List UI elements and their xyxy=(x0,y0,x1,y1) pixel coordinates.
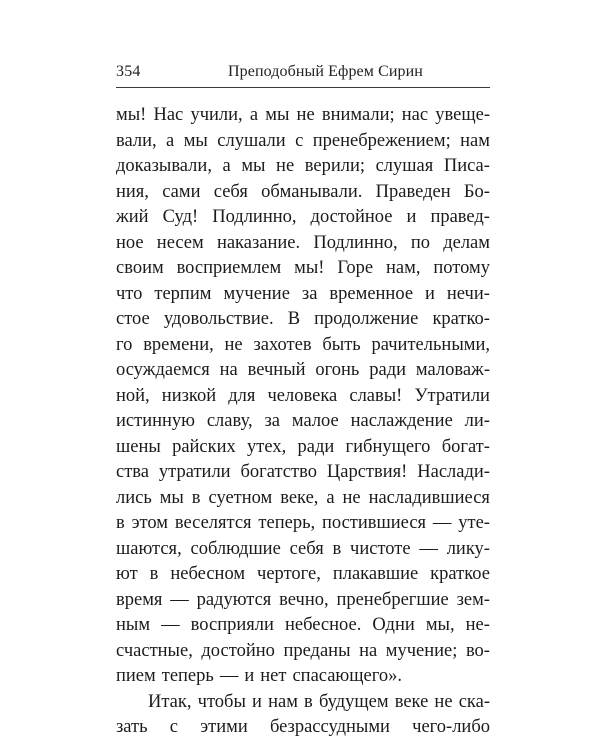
text-word: славы! xyxy=(349,385,403,406)
text-word: богат- xyxy=(441,436,490,457)
text-word: огонь xyxy=(315,360,360,380)
text-line xyxy=(116,358,490,384)
text-word: ради xyxy=(369,360,407,380)
text-word: Писа- xyxy=(443,156,490,176)
text-word: Одни xyxy=(372,615,415,635)
text-word: мы, xyxy=(425,615,455,635)
text-word: радуются xyxy=(196,589,272,610)
text-word: малое xyxy=(291,411,339,431)
text-word: во- xyxy=(465,640,490,661)
text-word: Наслади- xyxy=(417,462,490,482)
text-word: восприемлем xyxy=(176,258,282,278)
text-word: в xyxy=(116,513,125,533)
text-line xyxy=(116,588,490,614)
text-line xyxy=(116,333,490,359)
text-word: в xyxy=(304,691,313,712)
text-line xyxy=(116,129,490,155)
text-word: утех, xyxy=(247,436,287,457)
text-word: мучение xyxy=(223,283,290,304)
text-word: с xyxy=(169,717,178,737)
text-word: по xyxy=(410,232,430,253)
text-word: с xyxy=(295,130,304,151)
text-word: уте- xyxy=(458,513,490,533)
text-line xyxy=(116,639,490,665)
text-word: ли- xyxy=(464,411,490,431)
text-word: нечи- xyxy=(446,283,490,304)
text-line xyxy=(116,180,490,206)
text-word: зем- xyxy=(456,589,490,610)
text-word: шаются, xyxy=(116,538,182,559)
text-word: утратили xyxy=(158,462,231,482)
page-header xyxy=(116,57,490,87)
text-word: веке, xyxy=(280,487,319,508)
text-word: и xyxy=(425,283,435,304)
text-word: пием xyxy=(116,666,156,686)
text-word: лику- xyxy=(446,538,490,559)
text-word: а xyxy=(166,130,175,151)
page-number: 354 xyxy=(116,63,141,80)
text-word: увеще- xyxy=(435,105,490,125)
text-word: небесном xyxy=(170,564,246,584)
text-word: мы! xyxy=(116,105,147,125)
text-word: удовольствие. xyxy=(163,309,274,329)
text-line xyxy=(116,435,490,461)
text-word: В xyxy=(287,309,301,329)
text-word: продолжение xyxy=(314,309,419,329)
text-word: этом xyxy=(131,513,168,533)
text-word: Итак, xyxy=(148,691,192,712)
text-word: стое xyxy=(116,309,150,329)
header-rule xyxy=(116,87,490,88)
text-line xyxy=(116,103,490,129)
text-word: чертоге, xyxy=(257,564,321,584)
text-word: зать xyxy=(116,717,148,737)
text-word: мы xyxy=(159,487,184,508)
text-line xyxy=(116,613,490,639)
text-word: ния, xyxy=(116,181,149,202)
text-word: вечный xyxy=(247,360,306,380)
text-word: ради xyxy=(297,436,335,457)
text-word: постившиеся xyxy=(321,513,427,533)
text-word: Бо- xyxy=(463,181,490,202)
text-word: за xyxy=(301,283,318,304)
text-word: быть xyxy=(322,334,361,355)
text-word: Праведен xyxy=(375,181,451,202)
text-word: — xyxy=(170,589,189,610)
text-word: Утратили xyxy=(414,385,490,406)
text-word: преданы xyxy=(283,640,351,661)
text-word: несем xyxy=(156,232,204,253)
text-word: мы! xyxy=(294,258,325,278)
text-word: чего-либо xyxy=(412,717,490,737)
text-word: Нас xyxy=(153,105,184,125)
text-word: шены xyxy=(116,436,161,457)
text-word: ное xyxy=(116,232,144,253)
text-line xyxy=(116,205,490,231)
text-word: Горе xyxy=(337,258,374,278)
text-word: счастные, xyxy=(116,640,193,661)
text-word: временное xyxy=(329,283,414,304)
text-word: — xyxy=(161,615,180,635)
text-word: наказание. xyxy=(216,232,301,253)
text-word: что xyxy=(116,283,143,304)
text-word: и xyxy=(252,691,262,712)
text-word: ной, xyxy=(116,385,150,406)
text-word: чтобы xyxy=(197,691,246,712)
text-word: пренебрежением; xyxy=(312,130,451,151)
text-word: восприяли xyxy=(190,615,274,635)
text-word: достойно xyxy=(201,640,275,661)
text-word: слушали xyxy=(217,130,286,151)
text-word: не- xyxy=(465,615,490,635)
text-word: делам xyxy=(443,232,490,253)
text-word: насладившиеся xyxy=(368,487,490,508)
text-word: мы xyxy=(183,130,208,151)
text-word: верили; xyxy=(304,156,366,176)
text-word: терпим xyxy=(154,283,212,304)
text-word: суетном xyxy=(208,487,273,508)
text-word: себя xyxy=(289,538,324,559)
text-word: времени, xyxy=(143,334,214,355)
text-word: безрассудными xyxy=(269,717,390,737)
text-word: время xyxy=(116,589,163,610)
text-word: ным xyxy=(116,615,151,635)
text-word: будущем xyxy=(318,691,389,712)
text-line xyxy=(116,154,490,180)
text-line xyxy=(116,511,490,537)
text-word: достойное xyxy=(310,207,393,227)
text-word: нам xyxy=(268,691,298,712)
text-word: не xyxy=(342,487,361,508)
text-word: нет xyxy=(260,666,287,686)
text-word: Суд! xyxy=(162,207,199,227)
text-word: маловаж- xyxy=(415,360,490,380)
text-word: — xyxy=(219,666,239,686)
text-word: славу, xyxy=(206,411,253,431)
text-word: внимали; xyxy=(321,105,395,125)
text-word: пренебрегшие xyxy=(336,589,449,610)
text-word: ска- xyxy=(458,691,490,712)
text-line xyxy=(116,231,490,257)
text-word: чистоте xyxy=(350,538,411,559)
text-word: не xyxy=(276,156,295,176)
text-word: соблюдшие xyxy=(190,538,281,559)
text-word: вечно, xyxy=(279,589,329,610)
text-word: своим xyxy=(116,258,164,278)
text-word: теперь, xyxy=(258,513,316,533)
text-word: не xyxy=(296,105,315,125)
text-word: небесное. xyxy=(284,615,362,635)
text-word: сами xyxy=(162,181,201,202)
text-word: обманывали. xyxy=(261,181,363,202)
text-line xyxy=(116,715,490,741)
text-word: нам, xyxy=(386,258,421,278)
text-word: вали, xyxy=(116,130,157,151)
text-word: плакавшие xyxy=(332,564,419,584)
text-word: лись xyxy=(116,487,152,508)
text-word: веке xyxy=(394,691,429,712)
text-word: Царствия! xyxy=(326,462,408,482)
text-word: нас xyxy=(401,105,429,125)
text-word: кратко- xyxy=(432,309,490,329)
text-line xyxy=(116,460,490,486)
text-word: нам xyxy=(460,130,490,151)
text-word: для xyxy=(228,385,256,406)
text-word: потому xyxy=(433,258,490,278)
text-word: жий xyxy=(116,207,149,227)
text-word: на xyxy=(359,640,378,661)
text-word: этими xyxy=(200,717,248,737)
text-word: гибнущего xyxy=(345,436,431,457)
text-word: — xyxy=(419,538,438,559)
text-word: истинную xyxy=(116,411,195,431)
text-word: — xyxy=(432,513,452,533)
text-word: веселятся xyxy=(174,513,252,533)
text-word: а xyxy=(249,105,259,125)
text-word: краткое xyxy=(430,564,490,584)
text-line xyxy=(116,384,490,410)
text-word: теперь xyxy=(161,666,214,686)
text-word: учили, xyxy=(190,105,243,125)
text-word: за xyxy=(264,411,280,431)
text-word: доказывали, xyxy=(116,156,212,176)
text-line xyxy=(116,256,490,282)
text-word: захотев xyxy=(253,334,312,355)
text-line xyxy=(116,282,490,308)
text-word: низкой xyxy=(161,385,217,406)
text-word: и xyxy=(244,666,255,686)
text-word: рачительными, xyxy=(371,334,490,355)
text-word: в xyxy=(332,538,342,559)
running-title: Преподобный Ефрем Сирин xyxy=(228,63,423,80)
text-word: мучение; xyxy=(385,640,458,661)
body-text xyxy=(116,103,490,741)
text-word: ют xyxy=(116,564,138,584)
text-word: го xyxy=(116,334,133,355)
text-line xyxy=(116,537,490,563)
text-word: а xyxy=(326,487,335,508)
text-word: ства xyxy=(116,462,149,482)
text-word: на xyxy=(219,360,238,380)
text-word: в xyxy=(149,564,159,584)
text-word: не xyxy=(224,334,243,355)
text-word: в xyxy=(191,487,201,508)
text-line xyxy=(116,690,490,716)
text-line xyxy=(116,664,490,690)
text-word: слушая xyxy=(375,156,434,176)
text-word: спасающего». xyxy=(292,666,402,686)
text-line xyxy=(116,562,490,588)
text-word: не xyxy=(434,691,453,712)
text-word: а xyxy=(222,156,231,176)
text-word: райских xyxy=(172,436,236,457)
text-word: себя xyxy=(213,181,248,202)
text-word: осуждаемся xyxy=(116,360,210,380)
text-word: и xyxy=(406,207,417,227)
text-word: Подлинно, xyxy=(313,232,398,253)
text-word: мы xyxy=(265,105,290,125)
text-line xyxy=(116,307,490,333)
text-word: наслаждение xyxy=(350,411,453,431)
text-word: человека xyxy=(267,385,338,406)
text-line xyxy=(116,409,490,435)
text-word: богатство xyxy=(240,462,317,482)
text-word: Подлинно, xyxy=(212,207,297,227)
text-word: мы xyxy=(241,156,266,176)
text-word: правед- xyxy=(430,207,490,227)
text-line xyxy=(116,486,490,512)
